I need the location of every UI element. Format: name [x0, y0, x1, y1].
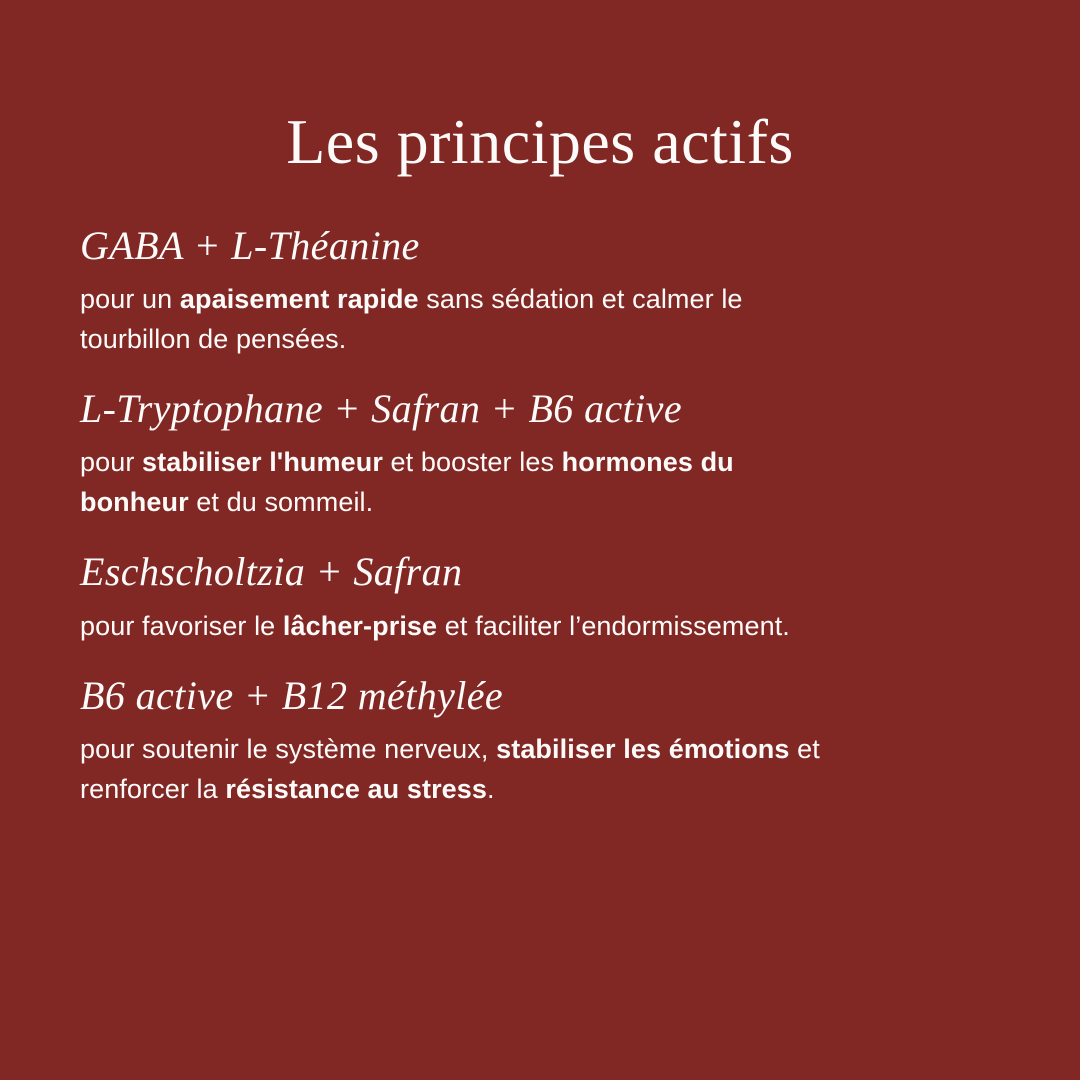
body-text: pour [80, 447, 143, 478]
active-ingredients-list [80, 222, 892, 809]
ingredient-heading: Eschscholtzia + Safran [80, 549, 463, 595]
emphasis-text: hormones du bonheur [80, 447, 734, 518]
ingredient-section [80, 222, 892, 359]
body-text: sans sédation et calmer le tourbillon de pensées. [80, 284, 743, 355]
ingredient-description [80, 442, 820, 522]
body-text: et du sommeil. [188, 487, 374, 518]
emphasis-text: stabiliser l'humeur [142, 447, 383, 478]
ingredient-description [80, 729, 892, 809]
body-text: et booster les [382, 447, 562, 478]
body-text: . [487, 773, 495, 804]
body-text: pour favoriser le [80, 610, 283, 641]
ingredient-section [80, 385, 892, 522]
body-text: et faciliter l’endormissement. [437, 610, 790, 641]
ingredient-description [80, 279, 840, 359]
ingredient-section [80, 672, 892, 809]
emphasis-text: stabiliser les émotions [496, 733, 790, 764]
emphasis-text: lâcher-prise [282, 610, 438, 641]
page-title: Les principes actifs [286, 105, 794, 177]
ingredient-description [80, 606, 892, 646]
body-text: pour un [80, 284, 180, 315]
body-text: pour soutenir le système nerveux, [80, 733, 497, 764]
emphasis-text: apaisement rapide [179, 284, 419, 315]
ingredient-heading: B6 active + B12 méthylée [80, 672, 504, 718]
ingredient-heading: GABA + L-Théanine [80, 223, 420, 268]
body-text: et renforcer la [80, 733, 820, 804]
emphasis-text: résistance au stress [225, 773, 488, 804]
ingredient-heading: L-Tryptophane + Safran + B6 active [80, 386, 682, 432]
ingredient-section [80, 548, 892, 645]
